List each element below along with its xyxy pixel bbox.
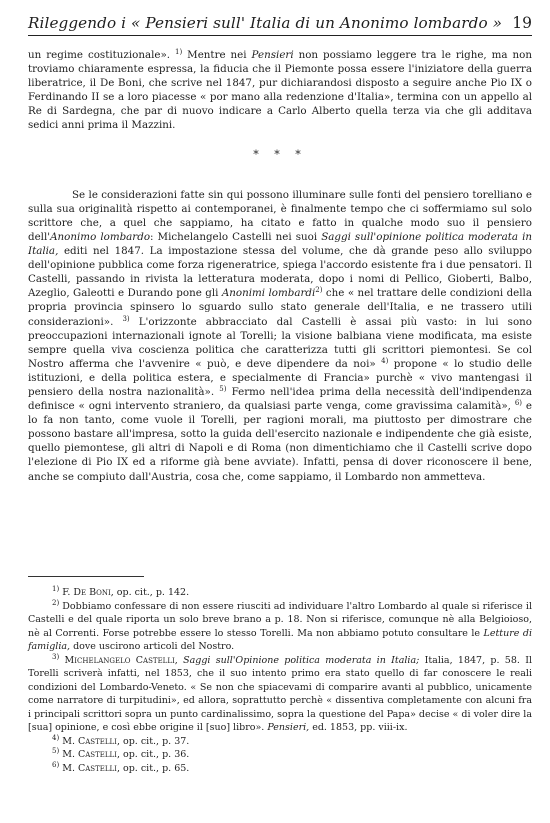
text-run: che « nel trattare delle condizioni della propria provincia spinsero lo sguardo sullo stato generale dell'Italia, e ne trassero utili considerazioni». xyxy=(28,287,532,328)
footnote-2 xyxy=(28,600,532,654)
text-run: Se le considerazioni fatte sin qui possono illuminare sulle fonti del pensiero torelliano e sulla sua originalità rispetto ai contemporanei, è finalmente tempo che ci soffermiamo sul solo scrittore che, a quel che sappiamo, ha citato e fatto in qualche modo suo il pensiero dell' xyxy=(28,188,532,243)
text-run: L'orizzonte abbracciato dal Castelli è assai più vasto: in lui sono preoccupazioni internazionali ignote al Torelli; la visione balbiana viene modificata, ma esiste sempre quella viva coscienza politica che caratterizza tutti gli scrittori piemontesi. Se col Nostro afferma che l'avvenire « può, e deve dipendere da noi» xyxy=(28,315,532,370)
text-run: , op. cit., p. 142. xyxy=(110,587,190,598)
italic-run: Saggi sull'opinione politica moderata in Italia, xyxy=(28,230,532,258)
footnote-ref: 1) xyxy=(175,48,183,56)
main-text xyxy=(28,48,532,484)
footnote-ref: 4) xyxy=(381,356,389,365)
italic-run: Pensieri xyxy=(251,49,294,61)
footnote-6 xyxy=(28,762,532,776)
text-run: , xyxy=(174,654,184,666)
page-number: 19 xyxy=(512,14,532,32)
footnote-4 xyxy=(28,735,532,749)
footnote-ref: 3) xyxy=(122,314,130,323)
footnote-mark: 3) xyxy=(52,652,60,661)
text-run: ed. 1853, pp. viii-ix. xyxy=(309,722,408,733)
footnotes xyxy=(28,586,532,775)
text-run: editi nel 1847. La impostazione stessa del volume, che dà grande peso allo sviluppo dell'opinione pubblica come forza rigeneratrice, spiega l'accordo esistente fra i due pensatori. Il Castelli, passando in rivista la letteratura moderata, dopo i nomi di Pellico, Gioberti, Balbo, Azeglio, Galeotti e Durando pone gli xyxy=(28,245,532,300)
text-run: Mentre nei xyxy=(182,49,252,61)
footnote-author: F. De Boni xyxy=(62,587,111,598)
text-run: , op. cit., p. 37. xyxy=(116,735,190,747)
footnote-3 xyxy=(28,654,532,735)
text-run: dove uscirono articoli del Nostro. xyxy=(70,641,235,652)
text-run: , op. cit., p. 36. xyxy=(116,749,190,760)
italic-run: Anonimi lombardi xyxy=(221,287,316,300)
footnote-ref: 6) xyxy=(514,399,523,408)
text-run: un regime costituzionale». xyxy=(28,49,176,61)
footnote-mark: 5) xyxy=(52,747,60,755)
text-run: Italia, 1847, p. 58. Il Torelli scriverà infatti, nel 1853, che il suo intento primo era stato quello di far conoscere le reali condizioni del Lombardo-Veneto. « Se non che spiacevami di comparire avanti al pubblico, unicamente come narratore di turpitudini», ed allora, soprattutto perchè « dissentiva completamente con alcuni fra i principali scrittori sopra un punto cardinalissimo, sopra la questione del Papa» decise « di voler dire la [sua] opinione, e così ebbe origine il [suo] libro». xyxy=(28,654,532,733)
footnote-author: M. Castelli xyxy=(62,749,117,760)
italic-run: Anonimo lombardo xyxy=(50,230,151,243)
footnote-mark: 4) xyxy=(52,733,60,742)
paragraph-1 xyxy=(28,48,532,133)
footnote-divider xyxy=(28,576,144,577)
text-run: e lo fa non tanto, come vuole il Torelli, per ragioni morali, ma piuttosto per dimostrare che possono bastare all'impresa, sotto la guida dell'esercito nazionale e indipendente che già esiste, quello piemontese, gli altri di Napoli e di Roma (non dimentichiamo che il Castelli scrive dopo l'elezione di Pio IX ed a riforme già bene avviate). Infatti, pensa di dover riconoscere il bene, anche se compiuto dall'Austria, cosa che, come sappiamo, il Lombardo non ammetteva. xyxy=(28,400,532,483)
running-title: Rileggendo i « Pensieri sull' Italia di un Anonimo lombardo » xyxy=(28,14,503,32)
text-run: propone « lo studio delle istituzioni, e della politica estera, e specialmente di Francia» purchè « vivo mantengasi il pensiero della nostra nazionalità». xyxy=(28,357,533,398)
text-run: Fermo nell'idea prima della necessità dell'indipendenza definisce « ogni intervento straniero, da qualsiasi parte venga, come gravissima calamità», xyxy=(28,385,532,413)
text-run: Dobbiamo confessare di non essere riusciti ad individuare l'altro Lombardo al quale si riferisce il Castelli e del quale riporta un solo breve brano a p. 18. Non si riferisce, comunque nè alla Belgioioso, nè al Correnti. Forse potrebbe essere lo stesso Torelli. Ma non abbiamo potuto consultare le xyxy=(28,600,532,639)
running-header xyxy=(28,6,532,36)
italic-run: Saggi sull'Opinione politica moderata in Italia; xyxy=(183,654,420,666)
text-run: : Michelangelo Castelli nei suoi xyxy=(150,230,322,243)
text-run: , op. cit., p. 65. xyxy=(116,762,190,774)
italic-run: Pensieri, xyxy=(267,722,310,733)
section-separator: * * * xyxy=(253,147,307,161)
footnote-author: Michelangelo Castelli xyxy=(64,654,175,666)
footnote-mark: 1) xyxy=(52,585,60,593)
text-run: non possiamo leggere tra le righe, ma non troviamo chiaramente espressa, la fiducia che il Piemonte possa essere l'iniziatore della guerra liberatrice, il De Boni, che scrive nel 1847, pur dichiarandosi disposto a seguire anche Pio IX o Ferdinando II se a loro piacesse « por mano alla redenzione d'Italia», termina con un appello al Re di Sardegna, che par di nuovo indicare a Carlo Alberto quella terza via che gli additava sedici anni prima il Mazzini. xyxy=(28,49,532,132)
footnote-ref: 5) xyxy=(219,384,227,393)
footnote-author: M. Castelli xyxy=(62,735,117,747)
footnote-5 xyxy=(28,748,532,762)
footnote-ref: 2) xyxy=(315,286,323,295)
footnote-mark: 6) xyxy=(52,760,60,769)
footnote-1 xyxy=(28,586,532,600)
footnote-author: M. Castelli xyxy=(62,762,117,774)
paragraph-2 xyxy=(28,188,532,484)
italic-run: Letture di famiglia, xyxy=(28,627,532,652)
footnote-mark: 2) xyxy=(52,598,60,607)
